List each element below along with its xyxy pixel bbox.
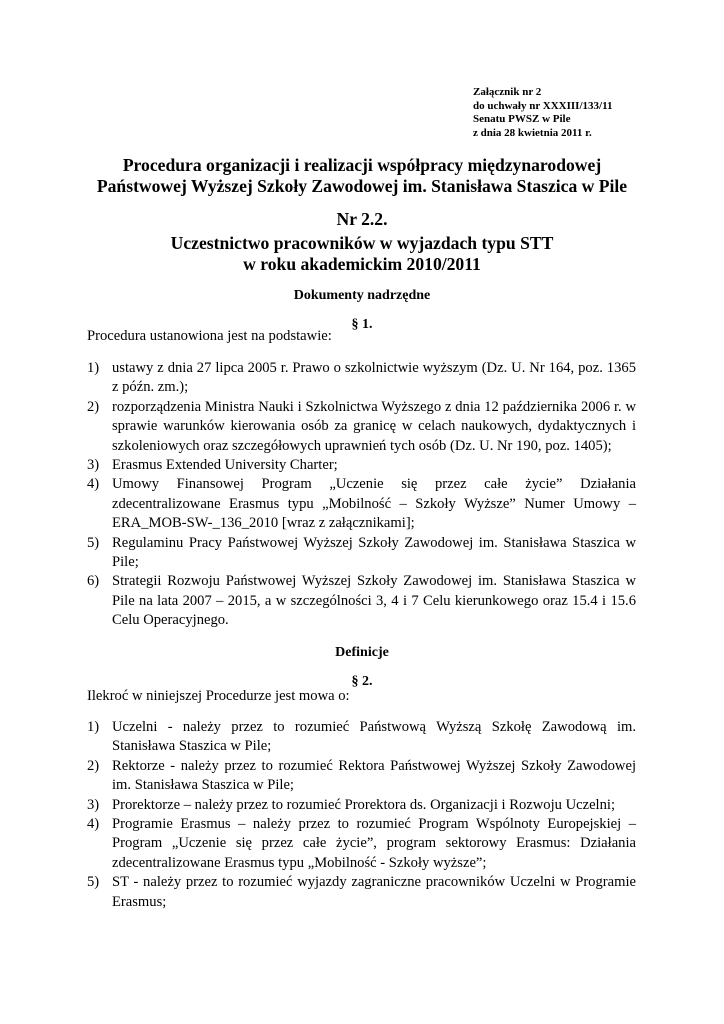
list-item: [87, 475, 636, 533]
subtitle-line: w roku akademickim 2010/2011: [243, 254, 481, 274]
list-text: Erasmus Extended University Charter;: [112, 457, 338, 474]
list-item: [87, 572, 636, 630]
list-number: 2): [87, 398, 100, 415]
list-number: 3): [87, 457, 100, 474]
paragraph-marker: § 1.: [351, 317, 373, 332]
list-number: 6): [87, 573, 100, 590]
list-text: ustawy z dnia 27 lipca 2005 r. Prawo o szkolnictwie wyższym (Dz. U. Nr 164, poz. 1365 z późn. zm.);: [112, 360, 636, 396]
section-intro: Procedura ustanowiona jest na podstawie:: [87, 328, 332, 344]
list-text: Regulaminu Pracy Państwowej Wyższej Szkoły Zawodowej im. Stanisława Staszica w Pile;: [112, 534, 636, 571]
list-text: Rektorze - należy przez to rozumieć Rektora Państwowej Wyższej Szkoły Zawodowej im. Stanisława Staszica w Pile;: [112, 757, 636, 794]
list-number: 2): [87, 757, 100, 774]
list-item: [87, 718, 636, 757]
list-text: ST - należy przez to rozumieć wyjazdy zagraniczne pracowników Uczelni w Programie Erasmus;: [112, 874, 636, 910]
list-number: 5): [87, 874, 100, 891]
list-item: [87, 815, 636, 873]
list-item: [87, 534, 636, 573]
list-number: 5): [87, 534, 100, 551]
list-number: 4): [87, 816, 100, 833]
title-line: Państwowej Wyższej Szkoły Zawodowej im. Stanisława Staszica w Pile: [96, 176, 628, 196]
list-number: 1): [87, 360, 100, 376]
list-text: Programie Erasmus – należy przez to rozumieć Program Wspólnoty Europejskiej – Program „Uczenie się przez całe życie”, program sektorowy Erasmus: Działania zdecentralizowane Erasmus typu „Mobilność - Szkoły wyższe”;: [112, 816, 636, 871]
list-text: Uczelni - należy przez to rozumieć Państwową Wyższą Szkołę Zawodową im. Stanisława Staszica w Pile;: [112, 719, 636, 755]
list-text: Strategii Rozwoju Państwowej Wyższej Szkoły Zawodowej im. Stanisława Staszica w Pile na lata 2007 – 2015, a w szczególności 3, 4 i 7 Celu kierunkowego oraz 15.4 i 15.6 Celu Operacyjnego.: [112, 573, 636, 629]
section-heading: Dokumenty nadrzędne: [293, 288, 431, 303]
list-item: [87, 757, 636, 796]
list-item: [87, 873, 636, 912]
annex-line: Senatu PWSZ w Pile: [473, 113, 571, 125]
documents-list: [87, 359, 636, 631]
document-title: [0, 155, 724, 197]
annex-header: [473, 86, 612, 140]
annex-line: z dnia 28 kwietnia 2011 r.: [473, 126, 592, 139]
list-number: 4): [87, 476, 100, 493]
list-item: [87, 398, 636, 456]
title-line: Procedura organizacji i realizacji współpracy międzynarodowej: [122, 155, 602, 175]
list-text: Prorektorze – należy przez to rozumieć Prorektora ds. Organizacji i Rozwoju Uczelni;: [112, 796, 616, 813]
paragraph-marker: § 2.: [351, 674, 373, 689]
list-item: [87, 456, 636, 475]
list-item: [87, 796, 636, 815]
subtitle-line: Uczestnictwo pracowników w wyjazdach typu STT: [170, 233, 554, 253]
list-item: [87, 359, 636, 398]
section-heading: Definicje: [335, 645, 389, 660]
annex-line: do uchwały nr XXXIII/133/11: [473, 99, 613, 112]
list-number: 3): [87, 796, 100, 813]
definitions-list: [87, 718, 636, 912]
section-intro: Ilekroć w niniejszej Procedurze jest mowa o:: [87, 688, 350, 704]
procedure-number: Nr 2.2.: [336, 209, 388, 229]
list-text: Umowy Finansowej Program „Uczenie się przez całe życie” Działania zdecentralizowane Erasmus typu „Mobilność – Szkoły Wyższe” Numer Umowy – ERA_MOB-SW-_136_2010 [wraz z załącznikami];: [112, 476, 636, 532]
document-subtitle: [0, 233, 724, 275]
list-number: 1): [87, 719, 100, 735]
list-text: rozporządzenia Ministra Nauki i Szkolnictwa Wyższego z dnia 12 października 2006 r. w sprawie warunków kierowania osób za granicę w celach naukowych, dydaktycznych i szkoleniowych oraz szczegółowych uprawnień tych osób (Dz. U. Nr 190, poz. 1405);: [112, 398, 636, 454]
annex-line: Załącznik nr 2: [473, 86, 542, 98]
